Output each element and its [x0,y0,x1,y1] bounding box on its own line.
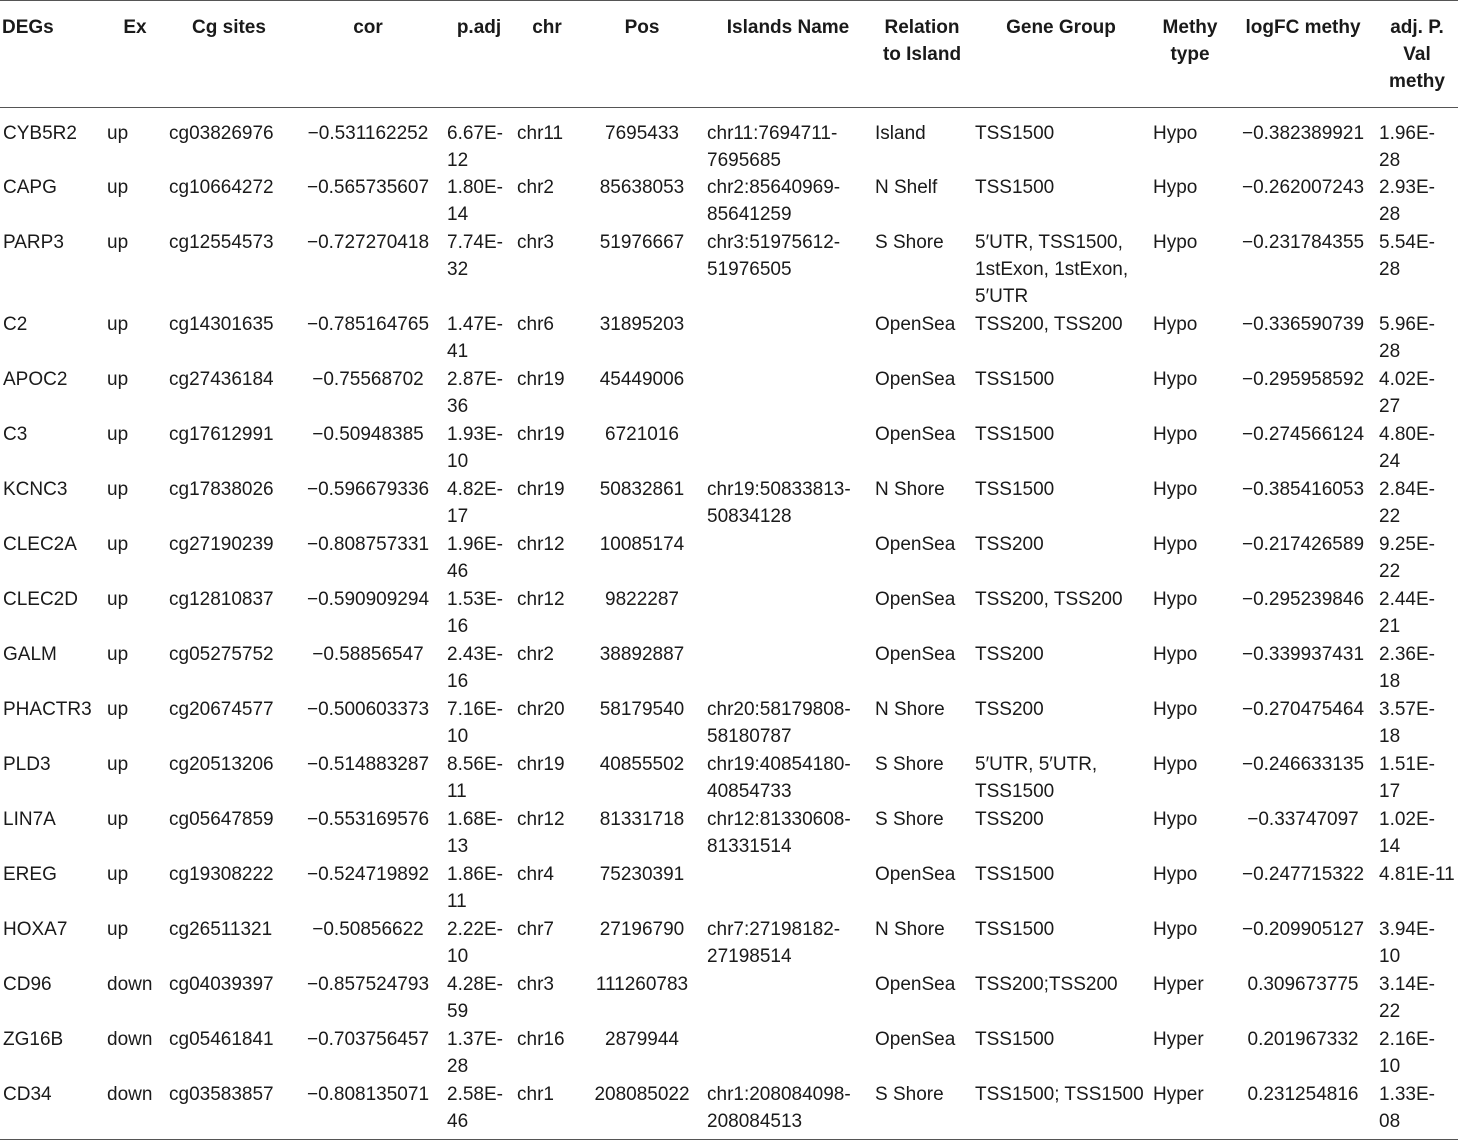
table-body [0,108,1458,1140]
cell-cor: −0.553169576 [306,809,430,830]
cell-chr: chr1 [514,1081,580,1140]
cell-p-adj: 1.86E-11 [447,864,503,912]
cell-logfc-methy: −0.336590739 [1241,314,1365,335]
cell-gene-group: TSS1500 [975,479,1055,500]
cell-chr: chr12 [517,809,565,830]
cell-pos: 31895203 [599,314,685,335]
cell-relation-to-island: N Shore [875,699,945,720]
cell-p-adj: 1.96E-46 [447,534,503,582]
header-cor: cor [292,1,444,108]
cell-chr: chr6 [517,314,554,335]
cell-relation-to-island: N Shore [875,919,945,940]
cell-pos: 51976667 [599,232,685,253]
cell-pos: 75230391 [599,864,685,885]
cell-ex: up [107,177,129,198]
cell-pos: 40855502 [599,754,685,775]
cell-relation-to-island: OpenSea [875,1029,956,1050]
cell-adj-p-val-methy: 2.93E-28 [1379,177,1435,225]
cell-p-adj: 8.56E-11 [447,754,503,802]
cell-p-adj: 4.82E-17 [447,479,503,527]
cell-ex: down [104,1081,166,1140]
cell-logfc-methy: −0.270475464 [1241,699,1365,720]
header-p-adj: p.adj [444,1,514,108]
table-row [0,366,1458,421]
cell-relation-to-island: OpenSea [875,424,956,445]
cell-cor: −0.50856622 [312,919,424,940]
cell-gene-group: TSS200 [975,534,1044,555]
cell-chr: chr7 [517,919,554,940]
cell-cg-site: cg12554573 [169,232,274,253]
cell-cor: −0.785164765 [306,314,430,335]
cell-p-adj: 1.47E-41 [447,314,503,362]
cell-islands-name [704,861,872,916]
cell-methy-type: Hypo [1153,232,1198,253]
cell-chr: chr12 [517,534,565,555]
cell-cg-site: cg05275752 [169,644,274,665]
cell-degs: GALM [3,644,57,665]
cell-degs: KCNC3 [3,479,68,500]
cell-pos: 9822287 [605,589,679,610]
cell-islands-name [704,366,872,421]
cell-relation-to-island: S Shore [872,1081,972,1140]
cell-adj-p-val-methy: 2.36E-18 [1379,644,1435,692]
cell-chr: chr19 [517,754,565,775]
cell-cor: −0.524719892 [306,864,430,885]
header-degs: DEGs [0,1,104,108]
cell-relation-to-island: N Shelf [875,177,938,198]
table-row [0,1026,1458,1081]
cell-degs: CD96 [3,974,52,995]
cell-islands-name: chr19:50833813-50834128 [707,479,851,527]
table-row [0,751,1458,806]
cell-ex: up [107,754,129,775]
cell-methy-type: Hypo [1153,864,1198,885]
cell-islands-name: chr11:7694711-7695685 [707,123,838,171]
cell-logfc-methy: −0.295958592 [1241,369,1365,390]
cell-cor: −0.857524793 [306,974,430,995]
cell-cor: −0.500603373 [306,699,430,720]
cell-p-adj: 2.43E-16 [447,644,503,692]
cell-relation-to-island: OpenSea [875,589,956,610]
cell-degs: EREG [3,864,57,885]
cell-degs: APOC2 [3,369,68,390]
cell-methy-type: Hyper [1150,1081,1230,1140]
cell-p-adj: 1.53E-16 [447,589,503,637]
cell-gene-group: TSS1500; TSS1500 [972,1081,1150,1140]
cell-cor: −0.58856547 [312,644,424,665]
header-methy-type: Methy type [1150,1,1230,108]
cell-islands-name: chr19:40854180-40854733 [707,754,851,802]
cell-relation-to-island: S Shore [875,232,944,253]
cell-logfc-methy: −0.247715322 [1241,864,1365,885]
cell-cg-site: cg03583857 [166,1081,292,1140]
cell-ex: up [107,369,129,390]
cell-gene-group: 5′UTR, 5′UTR, TSS1500 [975,754,1098,802]
cell-relation-to-island: S Shore [875,754,944,775]
cell-methy-type: Hyper [1153,974,1204,995]
cell-cor: −0.514883287 [306,754,430,775]
cell-p-adj: 7.74E-32 [447,232,503,280]
cell-adj-p-val-methy: 1.51E-17 [1379,754,1435,802]
cell-ex: up [107,864,129,885]
cell-cg-site: cg17838026 [169,479,274,500]
cell-gene-group: TSS200;TSS200 [975,974,1118,995]
cell-relation-to-island: OpenSea [875,644,956,665]
cell-relation-to-island: OpenSea [875,864,956,885]
cell-relation-to-island: OpenSea [875,369,956,390]
cell-cor: −0.531162252 [307,123,429,144]
cell-chr: chr19 [517,479,565,500]
cell-relation-to-island: OpenSea [875,974,956,995]
cell-logfc-methy: −0.246633135 [1241,754,1365,775]
cell-cg-site: cg17612991 [169,424,274,445]
cell-cg-site: cg20513206 [169,754,274,775]
cell-adj-p-val-methy: 9.25E-22 [1379,534,1435,582]
cell-logfc-methy: −0.231784355 [1241,232,1365,253]
header-pos: Pos [580,1,704,108]
table-row [0,229,1458,311]
cell-islands-name: chr2:85640969-85641259 [707,177,841,225]
cell-degs: PHACTR3 [3,699,92,720]
cell-pos: 58179540 [599,699,685,720]
cell-gene-group: TSS200, TSS200 [975,589,1123,610]
cell-logfc-methy: −0.339937431 [1241,644,1365,665]
cell-cor: −0.75568702 [312,369,424,390]
cell-degs: CYB5R2 [3,123,77,144]
header-row [0,1,1458,108]
cell-chr: chr11 [517,123,564,144]
table-row [0,916,1458,971]
cell-chr: chr2 [517,177,554,198]
cell-pos: 10085174 [599,534,685,555]
cell-methy-type: Hypo [1153,699,1198,720]
cell-pos: 7695433 [605,123,679,144]
cell-islands-name [704,531,872,586]
cell-chr: chr19 [517,369,565,390]
cell-logfc-methy: −0.262007243 [1241,177,1365,198]
cell-adj-p-val-methy: 1.33E-08 [1376,1081,1458,1140]
cell-cor: −0.590909294 [306,589,430,610]
cell-p-adj: 7.16E-10 [447,699,503,747]
cell-chr: chr20 [517,699,565,720]
cell-ex: up [107,644,129,665]
header-relation-to-island: Relation to Island [872,1,972,108]
cell-cor: −0.703756457 [306,1029,430,1050]
cell-degs: PARP3 [3,232,64,253]
cell-adj-p-val-methy: 3.14E-22 [1379,974,1435,1022]
cell-islands-name: chr1:208084098-208084513 [704,1081,872,1140]
cell-logfc-methy: −0.217426589 [1241,534,1365,555]
cell-ex: up [107,424,129,445]
cell-degs: CAPG [3,177,57,198]
table-row [0,311,1458,366]
cell-gene-group: TSS200 [975,699,1044,720]
cell-methy-type: Hypo [1153,177,1198,198]
table-row [0,108,1458,175]
cell-ex: down [107,974,153,995]
cell-p-adj: 1.93E-10 [447,424,503,472]
cell-cg-site: cg05647859 [169,809,274,830]
cell-islands-name: chr12:81330608-81331514 [707,809,851,857]
table-row [0,586,1458,641]
cell-methy-type: Hypo [1153,589,1198,610]
cell-degs: HOXA7 [3,919,68,940]
cell-chr: chr4 [517,864,554,885]
cell-degs: PLD3 [3,754,51,775]
cell-relation-to-island: N Shore [875,479,945,500]
cell-cg-site: cg03826976 [169,123,274,144]
table-row [0,806,1458,861]
cell-degs: CD34 [0,1081,104,1140]
cell-cg-site: cg27436184 [169,369,274,390]
table-row [0,476,1458,531]
cell-pos: 50832861 [599,479,685,500]
header-chr: chr [514,1,580,108]
cell-islands-name [704,1026,872,1081]
cell-chr: chr3 [517,974,554,995]
cell-logfc-methy: 0.201967332 [1247,1029,1359,1050]
cell-degs: LIN7A [3,809,56,830]
cell-ex: up [107,123,129,144]
cell-islands-name: chr20:58179808-58180787 [707,699,851,747]
cell-cg-site: cg05461841 [169,1029,274,1050]
cell-gene-group: TSS1500 [975,424,1055,445]
cell-cg-site: cg26511321 [169,919,273,940]
cell-chr: chr16 [517,1029,565,1050]
cell-chr: chr2 [517,644,554,665]
cell-methy-type: Hyper [1153,1029,1204,1050]
header-islands-name: Islands Name [704,1,872,108]
cell-cor: −0.596679336 [306,479,430,500]
cell-methy-type: Hypo [1153,919,1198,940]
cell-degs: CLEC2D [3,589,78,610]
cell-p-adj: 1.37E-28 [447,1029,503,1077]
cell-relation-to-island: OpenSea [875,314,956,335]
cell-methy-type: Hypo [1153,809,1198,830]
cell-pos: 208085022 [580,1081,704,1140]
cell-degs: CLEC2A [3,534,77,555]
cell-cg-site: cg20674577 [169,699,274,720]
cell-pos: 38892887 [599,644,685,665]
cell-islands-name [704,641,872,696]
header-ex: Ex [104,1,166,108]
header-adj-p-val-methy: adj. P. Val methy [1376,1,1458,108]
cell-adj-p-val-methy: 4.81E-11 [1379,864,1455,885]
cell-adj-p-val-methy: 4.02E-27 [1379,369,1435,417]
cell-ex: up [107,232,129,253]
cell-p-adj: 1.80E-14 [447,177,503,225]
cell-gene-group: TSS200 [975,644,1044,665]
cell-chr: chr19 [517,424,565,445]
cell-gene-group: TSS1500 [975,369,1055,390]
cell-p-adj: 1.68E-13 [447,809,503,857]
cell-gene-group: TSS200 [975,809,1044,830]
cell-logfc-methy: −0.209905127 [1241,919,1365,940]
cell-cor: −0.727270418 [306,232,430,253]
cell-methy-type: Hypo [1153,314,1198,335]
cell-degs: C3 [3,424,28,445]
cell-gene-group: TSS1500 [975,919,1055,940]
cell-pos: 85638053 [599,177,685,198]
cell-methy-type: Hypo [1153,123,1198,144]
cell-cg-site: cg19308222 [169,864,274,885]
table-row [0,971,1458,1026]
cell-cg-site: cg10664272 [169,177,274,198]
cell-ex: down [107,1029,153,1050]
cell-logfc-methy: −0.382389921 [1241,123,1365,144]
cell-degs: C2 [3,314,28,335]
cell-p-adj: 6.67E-12 [447,123,503,171]
cell-ex: up [107,809,129,830]
cell-islands-name [704,311,872,366]
cell-adj-p-val-methy: 4.80E-24 [1379,424,1435,472]
cell-methy-type: Hypo [1153,424,1198,445]
cell-chr: chr12 [517,589,565,610]
cell-ex: up [107,589,129,610]
table-row [0,174,1458,229]
cell-ex: up [107,534,129,555]
cell-adj-p-val-methy: 2.16E-10 [1379,1029,1435,1077]
cell-islands-name: chr7:27198182-27198514 [707,919,841,967]
cell-cg-site: cg04039397 [169,974,274,995]
table-row [0,1081,1458,1140]
cell-logfc-methy: 0.309673775 [1247,974,1359,995]
cell-islands-name: chr3:51975612-51976505 [707,232,841,280]
cell-gene-group: TSS1500 [975,177,1055,198]
cell-logfc-methy: −0.274566124 [1241,424,1365,445]
cell-p-adj: 2.22E-10 [447,919,503,967]
cell-cor: −0.50948385 [312,424,424,445]
cell-pos: 81331718 [599,809,685,830]
cell-pos: 111260783 [595,974,689,995]
table-row [0,421,1458,476]
cell-ex: up [107,314,129,335]
cell-islands-name [704,971,872,1026]
table-row [0,861,1458,916]
cell-gene-group: 5′UTR, TSS1500, 1stExon, 1stExon, 5′UTR [975,232,1129,307]
cell-relation-to-island: OpenSea [875,534,956,555]
cell-relation-to-island: S Shore [875,809,944,830]
cell-methy-type: Hypo [1153,754,1198,775]
cell-cg-site: cg14301635 [169,314,274,335]
cell-chr: chr3 [517,232,554,253]
cell-adj-p-val-methy: 5.54E-28 [1379,232,1435,280]
cell-logfc-methy: −0.385416053 [1241,479,1365,500]
cell-methy-type: Hypo [1153,369,1198,390]
cell-p-adj: 4.28E-59 [447,974,503,1022]
cell-gene-group: TSS1500 [975,123,1055,144]
cell-logfc-methy: 0.231254816 [1230,1081,1376,1140]
cell-adj-p-val-methy: 2.84E-22 [1379,479,1435,527]
cell-cg-site: cg12810837 [169,589,274,610]
cell-logfc-methy: −0.295239846 [1241,589,1365,610]
cell-gene-group: TSS1500 [975,1029,1055,1050]
table-row [0,641,1458,696]
header-gene-group: Gene Group [972,1,1150,108]
cell-cor: −0.565735607 [306,177,430,198]
table-row [0,696,1458,751]
cell-logfc-methy: −0.33747097 [1247,809,1359,830]
cell-islands-name [704,421,872,476]
cell-cg-site: cg27190239 [169,534,274,555]
cell-adj-p-val-methy: 1.96E-28 [1379,123,1435,171]
cell-relation-to-island: Island [875,123,926,144]
cell-pos: 45449006 [599,369,685,390]
cell-adj-p-val-methy: 3.57E-18 [1379,699,1435,747]
cell-methy-type: Hypo [1153,534,1198,555]
cell-pos: 27196790 [599,919,685,940]
cell-ex: up [107,699,129,720]
cell-ex: up [107,479,129,500]
cell-cor: −0.808135071 [292,1081,444,1140]
cell-p-adj: 2.58E-46 [444,1081,514,1140]
cell-adj-p-val-methy: 3.94E-10 [1379,919,1435,967]
cell-adj-p-val-methy: 1.02E-14 [1379,809,1435,857]
cell-methy-type: Hypo [1153,479,1198,500]
cell-pos: 6721016 [605,424,679,445]
header-cg-sites: Cg sites [166,1,292,108]
cell-adj-p-val-methy: 5.96E-28 [1379,314,1435,362]
cell-ex: up [107,919,129,940]
cell-methy-type: Hypo [1153,644,1198,665]
header-logfc-methy: logFC methy [1230,1,1376,108]
cell-gene-group: TSS200, TSS200 [975,314,1123,335]
cell-degs: ZG16B [3,1029,64,1050]
cell-gene-group: TSS1500 [975,864,1055,885]
cell-adj-p-val-methy: 2.44E-21 [1379,589,1435,637]
table-row [0,531,1458,586]
cell-p-adj: 2.87E-36 [447,369,503,417]
cell-cor: −0.808757331 [306,534,430,555]
cell-islands-name [704,586,872,641]
cell-pos: 2879944 [605,1029,679,1050]
